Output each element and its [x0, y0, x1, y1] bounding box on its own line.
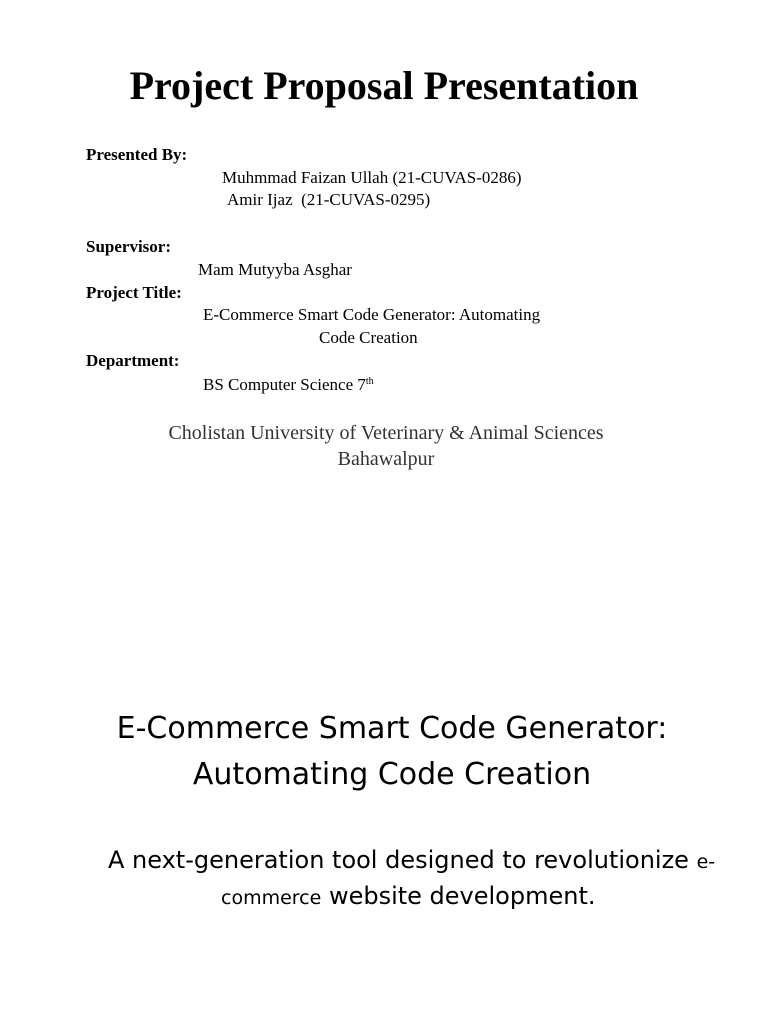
tagline-line1: [108, 842, 715, 880]
tagline-text: website development.: [321, 882, 596, 910]
tagline-text: A next-generation tool designed to revolutionize: [108, 846, 697, 874]
presenter-name: Muhmmad Faizan Ullah (21-CUVAS-0286): [222, 168, 522, 187]
tagline-line2: [221, 878, 596, 916]
department-label: Department:: [86, 351, 180, 370]
tagline-text-small: commerce: [221, 887, 322, 909]
project-title-line1: E-Commerce Smart Code Generator: Automating: [203, 305, 541, 324]
page-title: Project Proposal Presentation: [129, 63, 639, 108]
slide-title-line1: E-Commerce Smart Code Generator:: [116, 711, 668, 746]
tagline-text-small: e-: [696, 851, 716, 873]
ordinal-superscript: th: [365, 376, 374, 387]
supervisor-name: Mam Mutyyba Asghar: [198, 260, 352, 279]
supervisor-label: Supervisor:: [86, 237, 171, 256]
university-city: Bahawalpur: [337, 448, 435, 470]
project-title-label: Project Title:: [86, 283, 182, 302]
project-title-line2: Code Creation: [319, 328, 418, 347]
university-name: Cholistan University of Veterinary & Animal Sciences: [168, 422, 604, 444]
department-name: BS Computer Science 7: [203, 375, 366, 394]
presented-by-label: Presented By:: [86, 145, 188, 164]
presenter-name: Amir Ijaz (21-CUVAS-0295): [227, 190, 431, 209]
department-value: [203, 375, 374, 395]
slide-title-line2: Automating Code Creation: [192, 757, 592, 792]
